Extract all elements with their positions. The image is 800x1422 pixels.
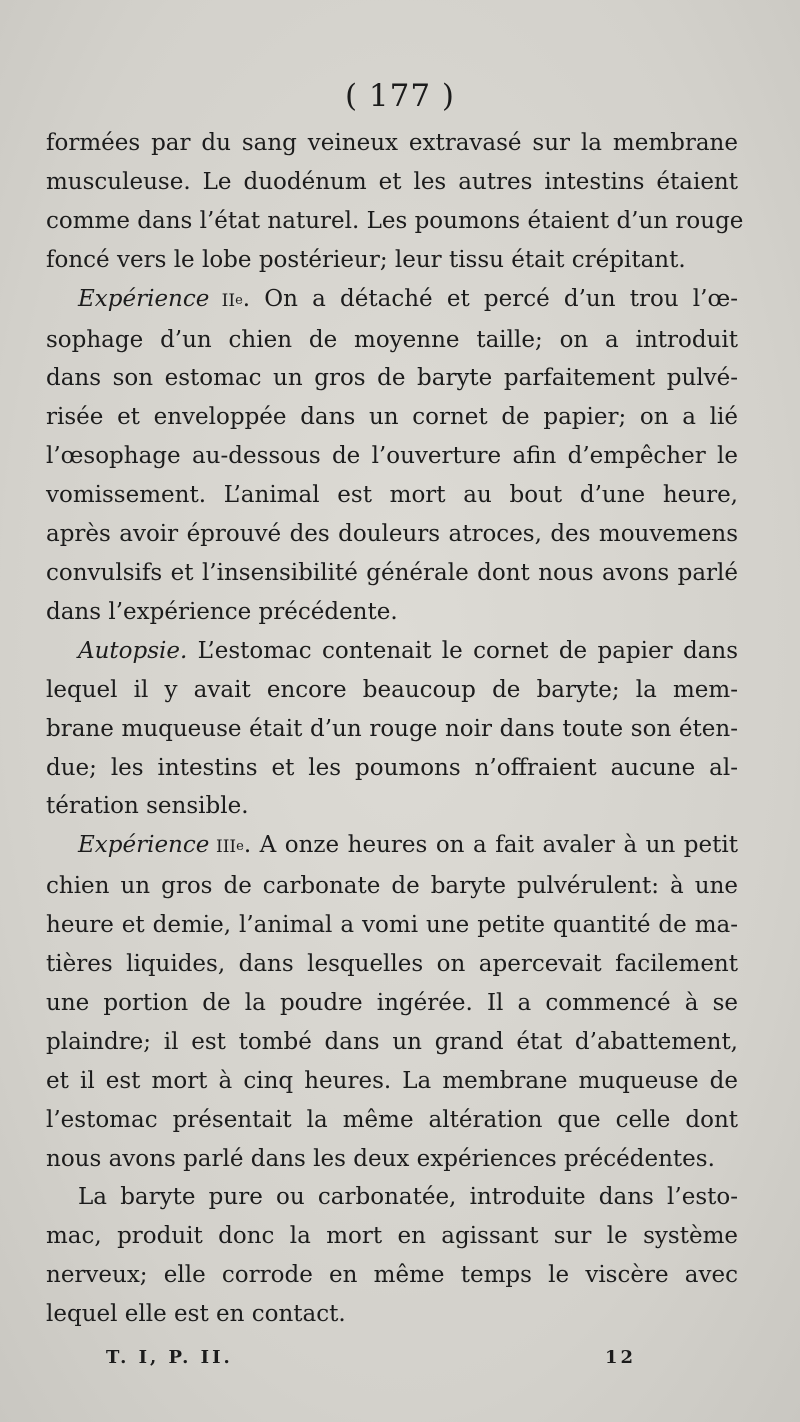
line-text: formées par du sang veineux extravasé sur la membrane	[46, 130, 738, 156]
line-text: La baryte pure ou carbonatée, introduite dans l’esto-	[78, 1184, 738, 1211]
italic-heading: Autopsie.	[78, 637, 188, 664]
text-line	[46, 1178, 738, 1217]
experiment-number: II	[209, 290, 236, 311]
line-text: nerveux; elle corrode en même temps le viscère avec	[46, 1262, 738, 1289]
line-text: l’estomac présentait la même altération que celle dont	[46, 1106, 738, 1133]
line-text: . On a détaché et percé d’un trou l’œ-	[242, 285, 738, 312]
line-text: lequel elle est en contact.	[46, 1301, 346, 1328]
line-text: tières liquides, dans lesquelles on apercevait facilement	[46, 951, 738, 978]
text-line	[46, 749, 738, 788]
line-text: tération sensible.	[46, 793, 249, 820]
text-line	[46, 906, 738, 945]
line-text: brane muqueuse était d’un rouge noir dans toute son éten-	[46, 715, 738, 742]
text-line	[46, 554, 738, 593]
text-line	[46, 632, 738, 671]
line-text: une portion de la poudre ingérée. Il a commencé à se	[46, 989, 738, 1016]
text-line	[46, 437, 738, 476]
ordinal-superscript: e	[236, 839, 244, 855]
sheet-number: 12	[604, 1347, 636, 1368]
text-line	[46, 593, 738, 632]
text-line	[46, 1101, 738, 1140]
page-footer	[106, 1347, 636, 1368]
text-line	[46, 710, 738, 749]
text-line	[46, 1140, 738, 1179]
line-text: musculeuse. Le duodénum et les autres intestins étaient	[46, 168, 738, 195]
line-text: après avoir éprouvé des douleurs atroces, des mouvemens	[46, 521, 738, 548]
line-text: L’estomac contenait le cornet de papier dans	[187, 637, 738, 664]
line-text: risée et enveloppée dans un cornet de papier; on a lié	[46, 404, 738, 431]
ordinal-superscript: e	[235, 292, 243, 308]
line-text: lequel il y avait encore beaucoup de baryte; la mem-	[46, 676, 738, 703]
line-text: convulsifs et l’insensibilité générale dont nous avons parlé	[46, 559, 738, 586]
text-line	[46, 826, 738, 867]
text-line	[46, 984, 738, 1023]
text-line	[46, 671, 738, 710]
text-line	[46, 359, 738, 398]
experiment-number: III	[209, 837, 237, 858]
text-line	[46, 280, 738, 321]
italic-heading: Expérience	[78, 285, 210, 312]
line-text: . A onze heures on a fait avaler à un petit	[243, 832, 738, 859]
text-line	[46, 202, 744, 241]
line-text: foncé vers le lobe postérieur; leur tissu était crépitant.	[46, 246, 686, 273]
text-line	[46, 1256, 738, 1295]
line-text: mac, produit donc la mort en agissant sur le système	[46, 1223, 738, 1250]
line-text: due; les intestins et les poumons n’offraient aucune al-	[46, 754, 738, 781]
line-text: plaindre; il est tombé dans un grand état d’abattement,	[46, 1028, 738, 1055]
text-line	[46, 515, 738, 554]
text-line	[46, 945, 738, 984]
text-line	[46, 124, 738, 163]
line-text: vomissement. L’animal est mort au bout d’une heure,	[46, 482, 738, 509]
line-text: dans l’expérience précédente.	[46, 598, 398, 625]
line-text: sophage d’un chien de moyenne taille; on a introduit	[46, 326, 738, 353]
text-line	[46, 1062, 738, 1101]
line-text: comme dans l’état naturel. Les poumons étaient d’un rouge	[46, 207, 744, 234]
text-line	[46, 1023, 738, 1062]
line-text: heure et demie, l’animal a vomi une petite quantité de ma-	[46, 912, 738, 939]
line-text: l’œsophage au-dessous de l’ouverture afin d’empêcher le	[46, 443, 738, 470]
signature-mark: T. I, P. II.	[106, 1347, 233, 1368]
text-line	[46, 867, 738, 906]
line-text: nous avons parlé dans les deux expériences précédentes.	[46, 1145, 715, 1172]
italic-heading: Expérience	[78, 832, 210, 859]
text-line	[46, 241, 738, 280]
body-text	[46, 124, 744, 1334]
text-line	[46, 321, 738, 360]
text-line	[46, 787, 738, 826]
page-number: ( 177 )	[344, 78, 456, 114]
text-line	[46, 1295, 738, 1334]
text-line	[46, 163, 738, 202]
text-line	[46, 1217, 738, 1256]
text-line	[46, 398, 738, 437]
line-text: et il est mort à cinq heures. La membrane muqueuse de	[46, 1067, 738, 1094]
text-line	[46, 476, 738, 515]
line-text: chien un gros de carbonate de baryte pulvérulent: à une	[46, 873, 738, 900]
line-text: dans son estomac un gros de baryte parfaitement pulvé-	[46, 365, 738, 392]
